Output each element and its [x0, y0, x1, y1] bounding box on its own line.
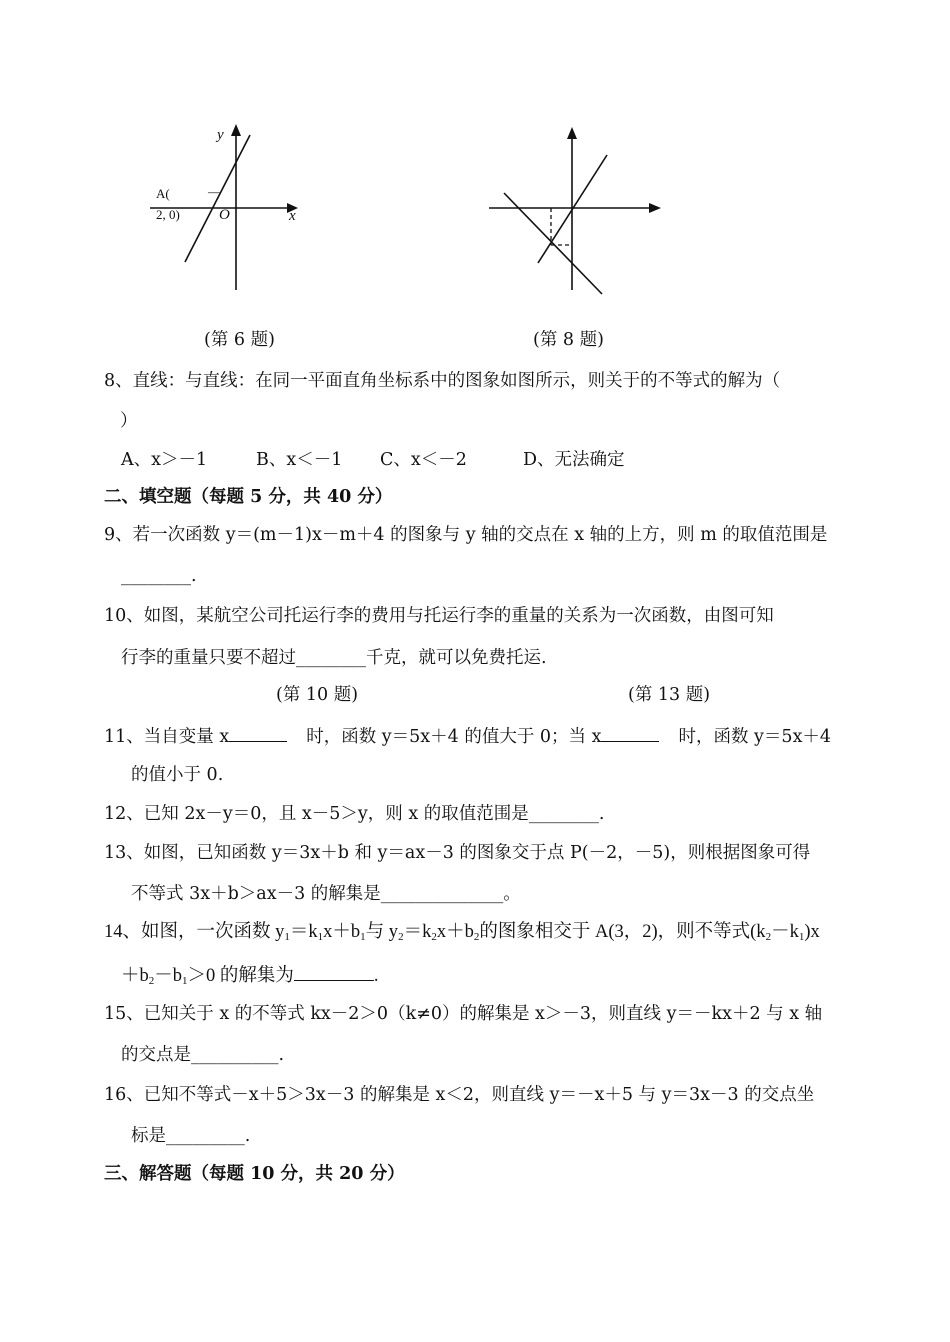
fig6-point-a-line2: 2, 0)	[156, 207, 180, 222]
q9-end: .	[191, 566, 197, 586]
q14-sub: 2	[473, 931, 480, 943]
fig6-origin-label: O	[219, 207, 230, 223]
q15-end: .	[278, 1045, 285, 1065]
q11-line1	[104, 723, 831, 748]
fig6-y-axis-label: y	[217, 127, 224, 143]
q16-blank: _________	[166, 1126, 245, 1146]
q11-part-c: 时，函数 y＝5x＋4	[678, 727, 832, 747]
q13-blank: ______________	[380, 884, 504, 904]
q12-blank: ________	[528, 804, 599, 824]
q14-l2a: ＋b	[121, 966, 149, 986]
q10-text: 10、如图，某航空公司托运行李的费用与托运行李的重量的关系为一次函数，由图可知	[104, 606, 774, 626]
q13-line2-text: 不等式 3x＋b＞ax－3 的解集是	[131, 884, 381, 904]
q10-text2b: 千克，就可以免费托运.	[366, 648, 547, 668]
q11-blank-2	[601, 723, 659, 742]
q14-line2	[121, 962, 379, 987]
q15-line2-text: 的交点是	[121, 1045, 191, 1065]
q14-sub: 1	[360, 931, 366, 943]
fig6-caption: (第 6 题)	[204, 330, 275, 350]
q14-p1: 14、如图，一次函数 y	[104, 922, 285, 942]
q14-p5: ＝k	[403, 922, 432, 942]
q14-sub: 1	[182, 975, 188, 987]
q16-line2-text: 标是	[131, 1126, 166, 1146]
q16-line2	[131, 1125, 250, 1147]
q8-option-a: A、x＞－1	[121, 450, 208, 470]
q8-option-c: C、x＜－2	[380, 450, 467, 470]
q14-sub: 1	[798, 931, 805, 943]
fig6-point-a-line1: A(	[156, 186, 170, 201]
q9-blank: ________	[121, 566, 191, 586]
q15-text: 15、已知关于 x 的不等式 kx－2＞0（k≠0）的解集是 x＞－3，则直线 y＝－kx＋2 与 x 轴	[104, 1004, 823, 1024]
q8-text-cont: ）	[120, 411, 138, 431]
q14-sub: 2	[148, 975, 155, 987]
q14-p7: 的图象相交于 A(3，2)，则不等式(k	[479, 922, 766, 942]
q13-end: 。	[503, 884, 521, 904]
q14-sub: 2	[431, 931, 437, 943]
q11-part-b: 时，函数 y＝5x＋4 的值大于 0；当 x	[306, 727, 602, 747]
q11-part-a: 11、当自变量 x	[104, 727, 230, 747]
q15-blank: __________	[191, 1045, 279, 1065]
q16-end: .	[244, 1126, 251, 1146]
q14-sub: 1	[317, 931, 324, 943]
q14-sub: 1	[284, 931, 290, 943]
q12-line	[104, 803, 604, 825]
q14-p9: )x	[804, 922, 820, 942]
fig6-x-axis-label: x	[289, 208, 296, 224]
q14-end: .	[373, 966, 379, 986]
fig10-caption: (第 10 题)	[276, 685, 359, 705]
q10-line2	[121, 647, 547, 669]
q8-option-b: B、x＜－1	[256, 450, 343, 470]
q14-p2: ＝k	[289, 922, 318, 942]
fig13-caption: (第 13 题)	[628, 685, 711, 705]
q13-text: 13、如图，已知函数 y＝3x＋b 和 y＝ax－3 的图象交于点 P(－2，－5)，则根据图象可得	[104, 843, 811, 863]
q12-end: .	[598, 804, 605, 824]
q10-blank: ________	[296, 648, 366, 668]
q9-text: 9、若一次函数 y＝(m－1)x－m＋4 的图象与 y 轴的交点在 x 轴的上方，则 m 的取值范围是	[104, 525, 828, 545]
q14-blank	[294, 962, 374, 981]
q12-text: 12、已知 2x－y＝0，且 x－5＞y，则 x 的取值范围是	[104, 804, 529, 824]
q14-p8: －k	[771, 922, 799, 942]
q14-sub: 2	[398, 931, 404, 943]
q14-p4: 与 y	[365, 922, 399, 942]
q14-l2b: －b	[154, 966, 183, 986]
q11-blank-1	[229, 723, 287, 742]
q14-sub: 2	[765, 931, 772, 943]
q8-text: 8、直线：与直线：在同一平面直角坐标系中的图象如图所示，则关于的不等式的解为（	[104, 371, 781, 391]
q14-line1	[104, 921, 820, 943]
q15-line2	[121, 1044, 284, 1066]
q13-line2	[131, 883, 521, 905]
q14-p3: x＋b	[323, 922, 361, 942]
fig8-caption: (第 8 题)	[533, 330, 604, 350]
q11-line2: 的值小于 0.	[131, 765, 224, 785]
q10-text2a: 行李的重量只要不超过	[121, 648, 296, 668]
q8-option-d: D、无法确定	[523, 450, 625, 470]
q14-p6: x＋b	[436, 922, 474, 942]
q9-answer-line	[121, 565, 197, 587]
fig6-point-a-dash: —	[208, 184, 221, 199]
section-3-heading: 三、解答题（每题 10 分，共 20 分）	[104, 1164, 405, 1184]
section-2-heading: 二、填空题（每题 5 分，共 40 分）	[104, 487, 393, 507]
q16-text: 16、已知不等式－x＋5＞3x－3 的解集是 x＜2，则直线 y＝－x＋5 与 y＝3x－3 的交点坐	[104, 1085, 815, 1105]
q14-l2c: ＞0 的解集为	[187, 966, 294, 986]
